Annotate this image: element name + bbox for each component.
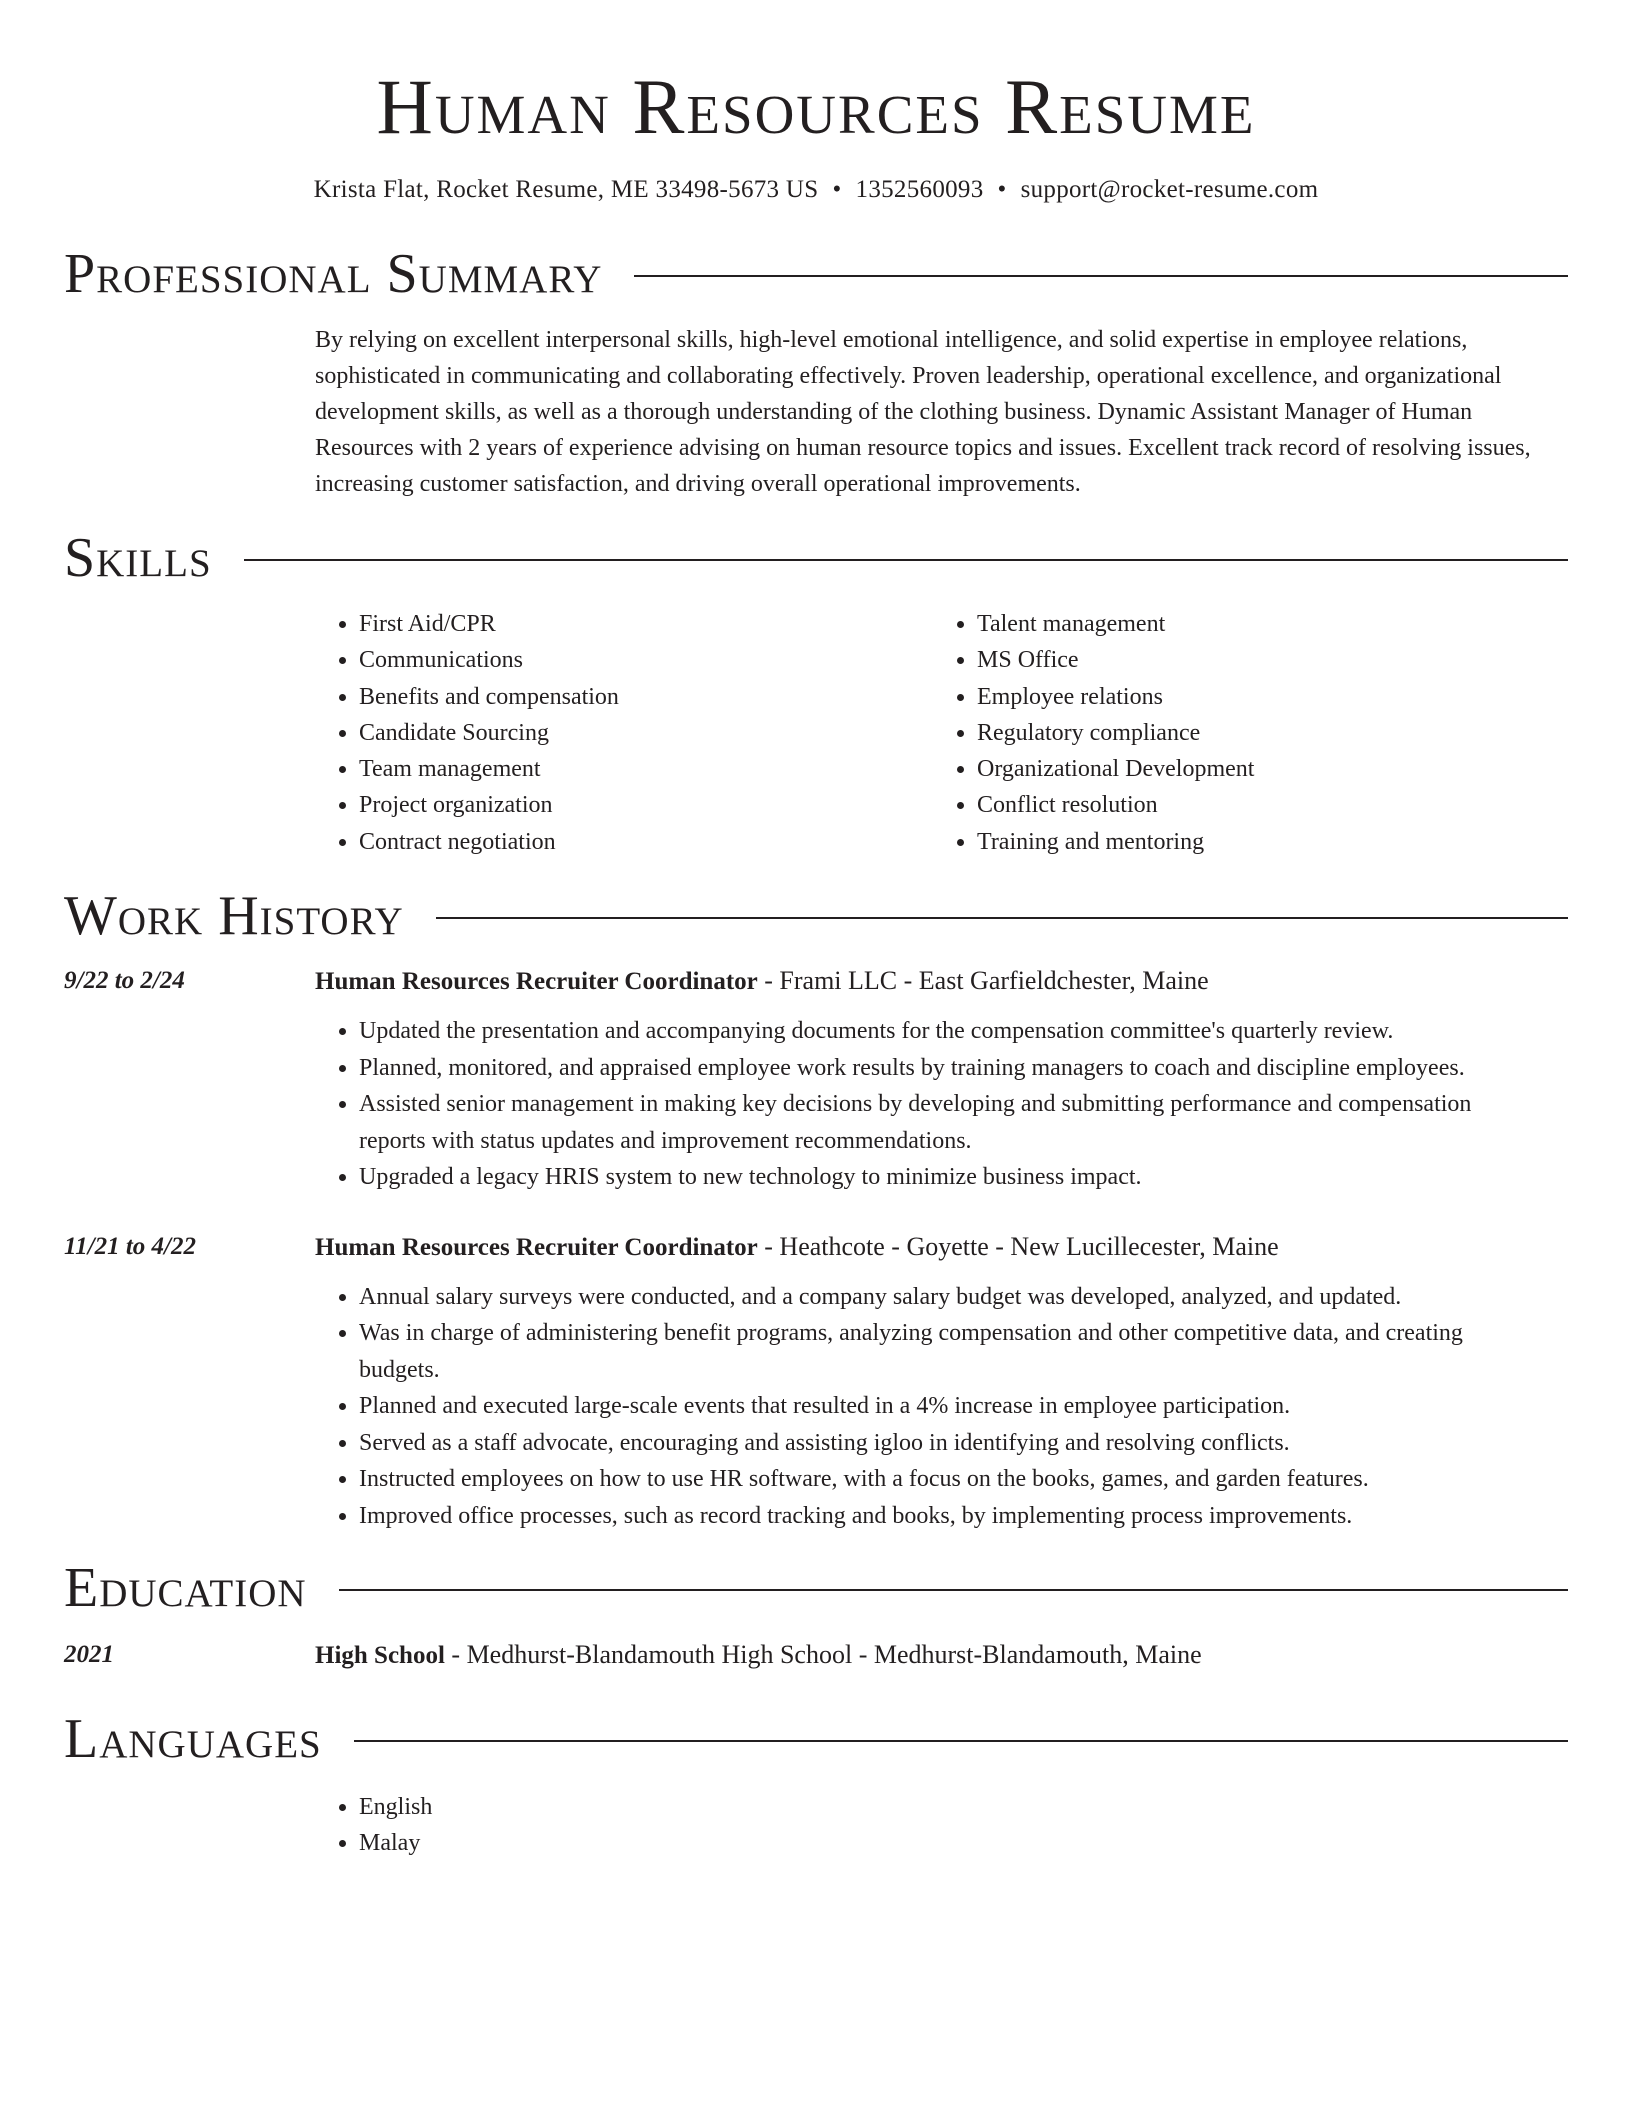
skills-list: [315, 606, 1568, 860]
job-bullet: • Updated the presentation and accompanying documents for the compensation committee's quarterly review.: [359, 1013, 1568, 1050]
languages-heading: Languages: [64, 1708, 322, 1771]
job-title: Human Resources Recruiter Coordinator: [315, 1233, 758, 1261]
work-heading: Work History: [64, 885, 404, 948]
job-bullet: • Planned and executed large-scale events that resulted in a 4% increase in employee participation.: [359, 1388, 1568, 1425]
section-divider: [354, 1740, 1568, 1742]
job-bullet: • Served as a staff advocate, encouraging and assisting igloo in identifying and resolving conflicts.: [359, 1425, 1568, 1462]
education-heading: Education: [64, 1557, 307, 1620]
skill-item: • Communications: [359, 642, 933, 678]
education-year: 2021: [64, 1641, 114, 1669]
job-heading: [315, 964, 1568, 999]
section-divider: [436, 917, 1568, 919]
skills-column-right: [933, 606, 1254, 860]
section-divider: [244, 559, 1568, 561]
job-dates: 9/22 to 2/24: [64, 967, 185, 995]
job-entry: [64, 1230, 1568, 1535]
job-title: Human Resources Recruiter Coordinator: [315, 968, 758, 996]
languages-items: [315, 1789, 1568, 1861]
skills-section-header: [64, 526, 1568, 590]
job-bullet: • Improved office processes, such as record tracking and books, by implementing process improvements.: [359, 1498, 1568, 1535]
summary-section-header: [64, 242, 1568, 306]
skill-item: • Organizational Development: [977, 751, 1254, 787]
skill-item: • Talent management: [977, 606, 1254, 642]
education-entry: [64, 1638, 1568, 1673]
language-item: • English: [359, 1789, 1568, 1825]
skill-item: • Regulatory compliance: [977, 715, 1254, 751]
resume-page: [64, 0, 1568, 1861]
skill-item: • Employee relations: [977, 679, 1254, 715]
skill-item: • Candidate Sourcing: [359, 715, 933, 751]
resume-title: Human Resources Resume: [376, 63, 1256, 150]
job-company: - Frami LLC - East Garfieldchester, Maine: [757, 966, 1209, 996]
job-bullet: • Assisted senior management in making key decisions by developing and submitting performance and compensation reports with status updates and improvement recommendations.: [359, 1086, 1568, 1159]
summary-text: By relying on excellent interpersonal skills, high-level emotional intelligence, and solid expertise in employee relations, sophisticated in communicating and collaborating effectively. Proven leadership, operational excellence, and organizational development skills, as well as a thorough understanding of the clothing business. Dynamic Assistant Manager of Human Resources with 2 years of experience advising on human resource topics and issues. Excellent track record of resolving issues, increasing customer satisfaction, and driving overall operational improvements.: [315, 327, 1531, 497]
contact-phone: 1352560093: [855, 176, 984, 203]
job-body: [315, 1230, 1568, 1535]
languages-list: [315, 1789, 1568, 1861]
contact-separator: •: [997, 176, 1007, 203]
contact-line: [64, 174, 1568, 206]
education-degree: High School: [315, 1642, 445, 1670]
summary-heading: Professional Summary: [64, 243, 603, 305]
job-heading: [315, 1230, 1568, 1265]
education-body: [315, 1638, 1568, 1673]
contact-email: support@rocket-resume.com: [1020, 176, 1319, 203]
education-heading-line: [315, 1638, 1568, 1673]
skill-item: • Contract negotiation: [359, 824, 933, 860]
job-bullets: [315, 1279, 1568, 1535]
job-bullet: • Was in charge of administering benefit programs, analyzing compensation and other competitive data, and creating budgets.: [359, 1315, 1568, 1388]
section-divider: [339, 1589, 1568, 1591]
section-divider: [634, 275, 1568, 277]
skill-item: • MS Office: [977, 642, 1254, 678]
job-bullet: • Instructed employees on how to use HR software, with a focus on the books, games, and garden features.: [359, 1461, 1568, 1498]
job-bullet: • Planned, monitored, and appraised employee work results by training managers to coach and discipline employees.: [359, 1050, 1568, 1087]
skill-item: • Team management: [359, 751, 933, 787]
languages-section-header: [64, 1707, 1568, 1771]
job-entry: [64, 964, 1568, 1196]
skills-column-left: [315, 606, 933, 860]
contact-separator: •: [832, 176, 842, 203]
skill-item: • Benefits and compensation: [359, 679, 933, 715]
job-dates: 11/21 to 4/22: [64, 1232, 196, 1260]
work-section-header: [64, 884, 1568, 948]
job-bullet: • Upgraded a legacy HRIS system to new technology to minimize business impact.: [359, 1159, 1568, 1196]
language-item: • Malay: [359, 1825, 1568, 1861]
job-body: [315, 964, 1568, 1196]
skill-item: • Project organization: [359, 787, 933, 823]
education-section-header: [64, 1556, 1568, 1620]
job-bullet: • Annual salary surveys were conducted, and a company salary budget was developed, analyzed, and updated.: [359, 1279, 1568, 1316]
skill-item: • First Aid/CPR: [359, 606, 933, 642]
skill-item: • Training and mentoring: [977, 824, 1254, 860]
skills-heading: Skills: [64, 527, 212, 589]
skill-item: • Conflict resolution: [977, 787, 1254, 823]
job-company: - Heathcote - Goyette - New Lucillecester, Maine: [757, 1231, 1279, 1261]
job-bullets: [315, 1013, 1568, 1196]
contact-address: Krista Flat, Rocket Resume, ME 33498-5673 US: [313, 176, 819, 203]
education-school: - Medhurst-Blandamouth High School - Medhurst-Blandamouth, Maine: [444, 1640, 1202, 1670]
